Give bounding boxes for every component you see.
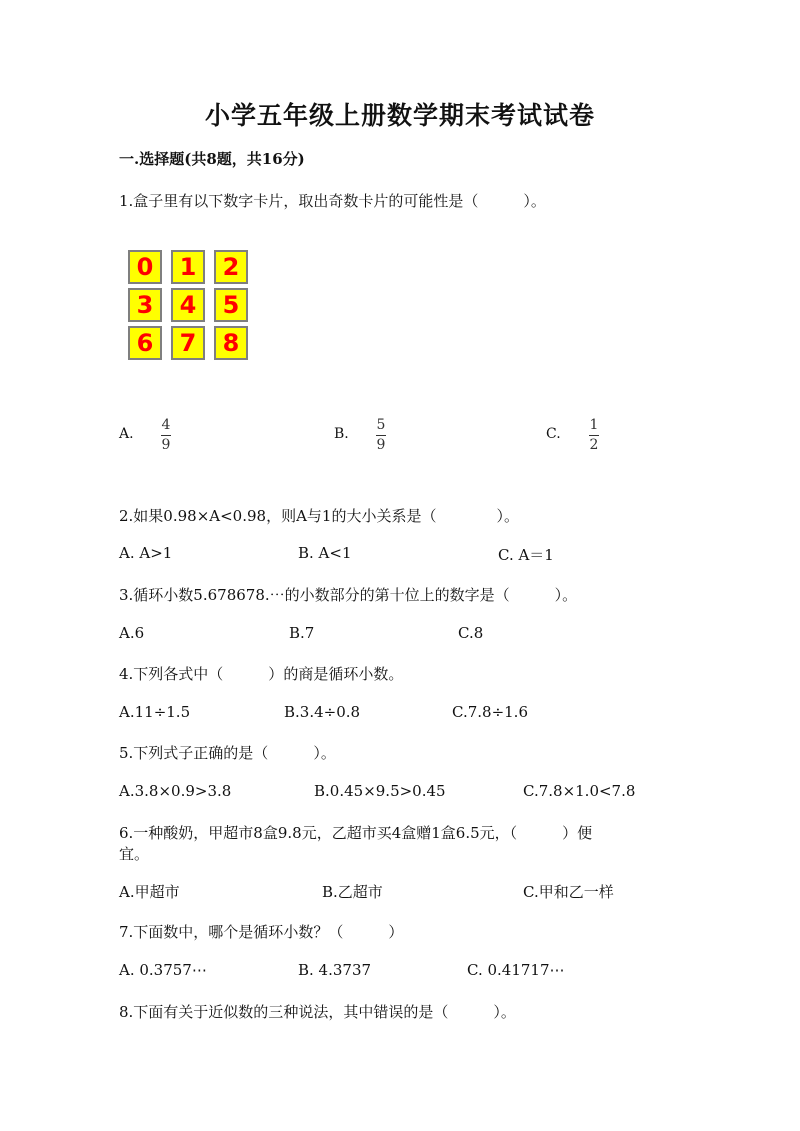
fraction — [376, 418, 386, 453]
digit-card-grid — [128, 250, 248, 360]
page-title: 小学五年级上册数学期末考试试卷 — [204, 101, 595, 130]
digit-card: 0 — [128, 250, 162, 284]
question-3-option-c[interactable]: C.8 — [458, 624, 484, 642]
question-2-option-c[interactable]: C. A＝1 — [498, 546, 554, 564]
question-2-option-a[interactable]: A. A>1 — [119, 544, 173, 562]
question-6-option-c[interactable]: C.甲和乙一样 — [523, 883, 614, 901]
question-4-stem: 4.下列各式中（ ）的商是循环小数。 — [119, 665, 404, 683]
digit-card: 3 — [128, 288, 162, 322]
question-7-option-b[interactable]: B. 4.3737 — [298, 961, 372, 979]
option-label: A. — [119, 426, 134, 442]
fraction-bar — [161, 435, 171, 436]
digit-card: 1 — [171, 250, 205, 284]
section-heading: 一.选择题(共8题，共16分) — [119, 150, 305, 168]
fraction-numerator: 4 — [161, 417, 171, 433]
digit-card: 7 — [171, 326, 205, 360]
question-4-option-b[interactable]: B.3.4÷0.8 — [284, 703, 361, 721]
question-1-stem: 1.盒子里有以下数字卡片，取出奇数卡片的可能性是（ ）。 — [119, 192, 546, 210]
question-7-option-c[interactable]: C. 0.41717⋯ — [467, 961, 565, 979]
fraction-denominator: 9 — [161, 437, 171, 453]
digit-card: 8 — [214, 326, 248, 360]
question-2-option-b[interactable]: B. A<1 — [298, 544, 352, 562]
question-7-stem: 7.下面数中，哪个是循环小数？（ ） — [119, 923, 404, 941]
question-7-option-a[interactable]: A. 0.3757⋯ — [119, 961, 207, 979]
question-6-stem-line-1: 6.一种酸奶，甲超市8盒9.8元，乙超市买4盒赠1盒6.5元，（ ）便 — [119, 824, 593, 842]
question-5-option-c[interactable]: C.7.8×1.0<7.8 — [523, 782, 636, 800]
option-label: C. — [546, 426, 561, 442]
question-8-stem: 8.下面有关于近似数的三种说法，其中错误的是（ ）。 — [119, 1003, 516, 1021]
question-2-stem: 2.如果0.98×A<0.98，则A与1的大小关系是（ ）。 — [119, 507, 519, 525]
question-4-option-c[interactable]: C.7.8÷1.6 — [452, 703, 528, 721]
fraction — [589, 418, 599, 453]
fraction-bar — [589, 435, 599, 436]
fraction — [161, 418, 171, 453]
fraction-numerator: 1 — [589, 417, 599, 433]
digit-card: 4 — [171, 288, 205, 322]
question-5-stem: 5.下列式子正确的是（ ）。 — [119, 744, 336, 762]
question-6-stem-line-2: 宜。 — [119, 845, 150, 863]
question-5-option-a[interactable]: A.3.8×0.9>3.8 — [119, 782, 232, 800]
digit-card: 2 — [214, 250, 248, 284]
question-3-stem: 3.循环小数5.678678.⋯的小数部分的第十位上的数字是（ ）。 — [119, 586, 578, 604]
fraction-denominator: 2 — [589, 437, 599, 453]
question-3-option-b[interactable]: B.7 — [289, 624, 315, 642]
question-6-option-b[interactable]: B.乙超市 — [322, 883, 383, 901]
question-5-option-b[interactable]: B.0.45×9.5>0.45 — [314, 782, 446, 800]
question-3-option-a[interactable]: A.6 — [119, 624, 145, 642]
option-label: B. — [334, 426, 349, 442]
fraction-bar — [376, 435, 386, 436]
question-6-option-a[interactable]: A.甲超市 — [119, 883, 180, 901]
fraction-numerator: 5 — [376, 417, 386, 433]
digit-card: 6 — [128, 326, 162, 360]
fraction-denominator: 9 — [376, 437, 386, 453]
question-4-option-a[interactable]: A.11÷1.5 — [119, 703, 191, 721]
digit-card: 5 — [214, 288, 248, 322]
